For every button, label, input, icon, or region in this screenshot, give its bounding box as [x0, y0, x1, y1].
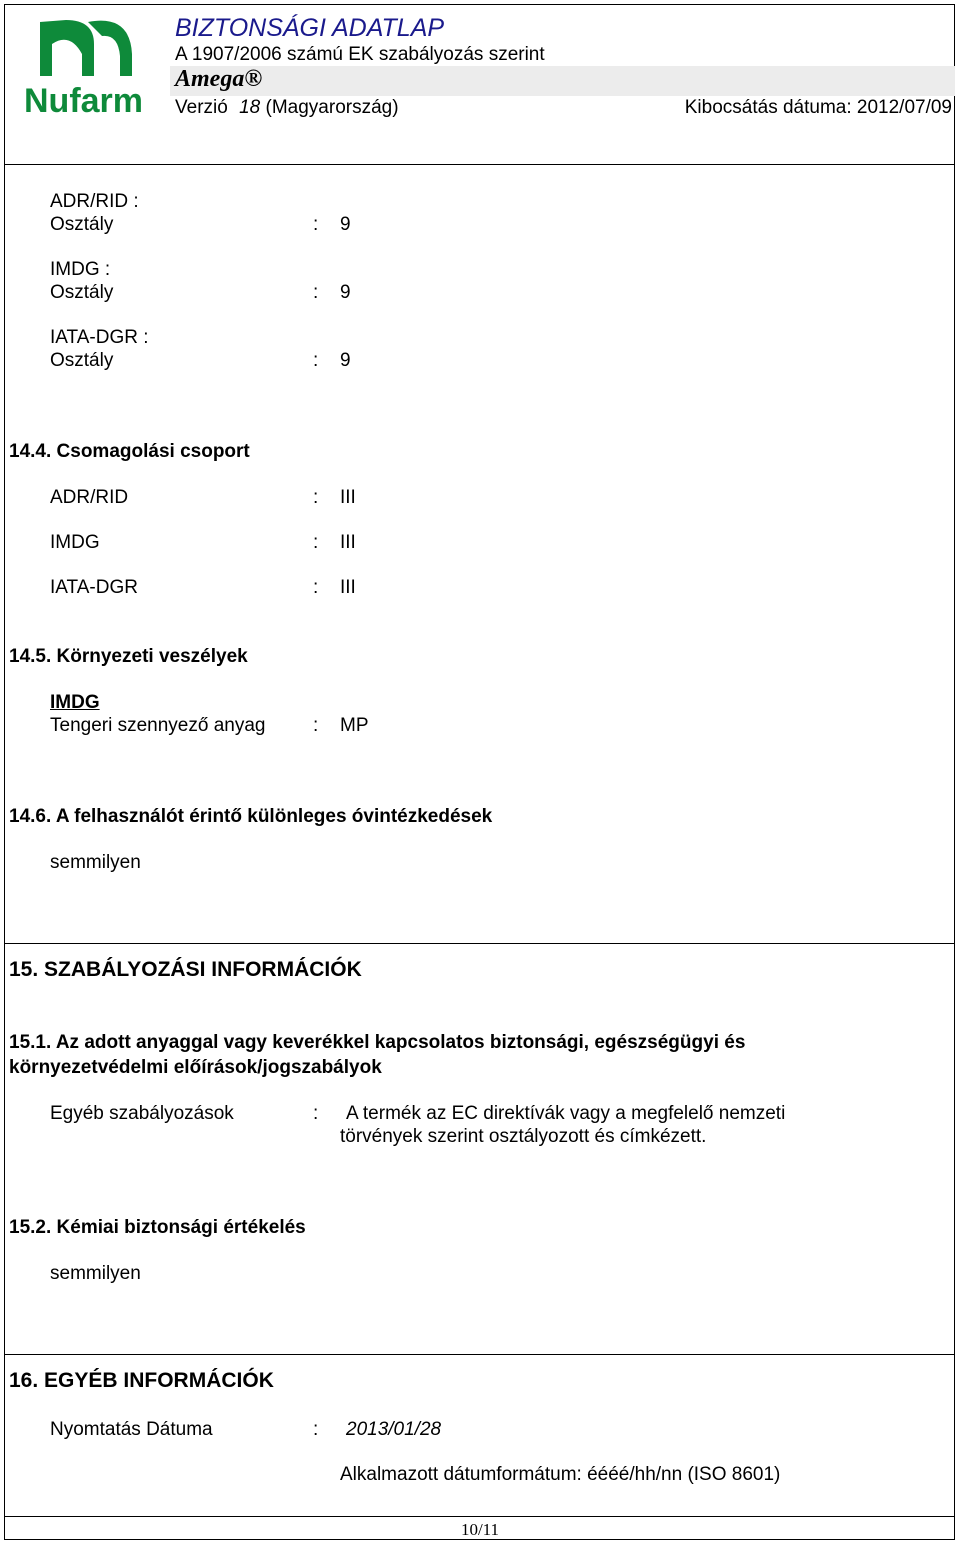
- section-15-2-text: semmilyen: [50, 1263, 141, 1284]
- packing-iata-value: III: [340, 577, 356, 598]
- other-regulations-value-line1: A termék az EC direktívák vagy a megfelelő nemzeti: [346, 1103, 786, 1124]
- section-14-5-title: 14.5. Környezeti veszélyek: [9, 646, 248, 667]
- footer-divider: [4, 1516, 955, 1517]
- class-adr-value: 9: [340, 214, 351, 235]
- class-adr-colon: :: [313, 214, 319, 235]
- print-date-colon: :: [313, 1419, 319, 1440]
- version-label: Verzió: [175, 97, 228, 118]
- version-value: 18: [239, 97, 261, 118]
- section-15-2-title: 15.2. Kémiai biztonsági értékelés: [9, 1217, 306, 1238]
- class-imdg-label: Osztály: [50, 282, 114, 303]
- nufarm-logo: [22, 14, 152, 118]
- class-iata-colon: :: [313, 350, 319, 371]
- other-regulations-value-line2: törvények szerint osztályozott és címkézett.: [340, 1126, 707, 1147]
- section-16-title: 16. EGYÉB INFORMÁCIÓK: [9, 1369, 274, 1392]
- page-frame: [4, 4, 955, 1540]
- class-imdg-colon: :: [313, 282, 319, 303]
- date-format-note: Alkalmazott dátumformátum: éééé/hh/nn (ISO 8601): [340, 1464, 781, 1485]
- packing-imdg-value: III: [340, 532, 356, 553]
- packing-imdg-colon: :: [313, 532, 319, 553]
- class-iata-value: 9: [340, 350, 351, 371]
- marine-pollutant-colon: :: [313, 715, 319, 736]
- class-adr-label: Osztály: [50, 214, 114, 235]
- print-date-label: Nyomtatás Dátuma: [50, 1419, 213, 1440]
- section-15-1-title-line2: környezetvédelmi előírások/jogszabályok: [9, 1057, 382, 1078]
- packing-iata-colon: :: [313, 577, 319, 598]
- document-subtitle: A 1907/2006 számú EK szabályozás szerint: [175, 44, 545, 65]
- section-14-6-text: semmilyen: [50, 852, 141, 873]
- section-15-divider: [4, 943, 955, 944]
- class-adr-heading: ADR/RID :: [50, 191, 139, 212]
- class-iata-heading: IATA-DGR :: [50, 327, 149, 348]
- version-country: (Magyarország): [265, 97, 399, 118]
- class-imdg-heading: IMDG :: [50, 259, 111, 280]
- packing-imdg-label: IMDG: [50, 532, 100, 553]
- product-name: Amega®: [175, 66, 263, 92]
- product-bar: [170, 66, 955, 96]
- other-regulations-colon: :: [313, 1103, 319, 1124]
- marine-pollutant-label: Tengeri szennyező anyag: [50, 715, 266, 736]
- page-number: 10/11: [460, 1520, 500, 1539]
- class-imdg-value: 9: [340, 282, 351, 303]
- marine-pollutant-value: MP: [340, 715, 369, 736]
- version-line: [175, 97, 399, 119]
- env-imdg-subheading: IMDG: [50, 692, 100, 713]
- section-15-title: 15. SZABÁLYOZÁSI INFORMÁCIÓK: [9, 958, 362, 981]
- section-14-6-title: 14.6. A felhasználót érintő különleges óvintézkedések: [9, 806, 493, 827]
- header-divider: [4, 164, 955, 165]
- packing-iata-label: IATA-DGR: [50, 577, 138, 598]
- section-15-1-title-line1: 15.1. Az adott anyaggal vagy keverékkel kapcsolatos biztonsági, egészségügyi és: [9, 1032, 746, 1053]
- issue-date: Kibocsátás dátuma: 2012/07/09: [684, 97, 952, 118]
- section-14-4-title: 14.4. Csomagolási csoport: [9, 441, 250, 462]
- svg-text:Nufarm: Nufarm: [24, 82, 144, 118]
- packing-adr-value: III: [340, 487, 356, 508]
- class-iata-label: Osztály: [50, 350, 114, 371]
- section-16-divider: [4, 1354, 955, 1355]
- packing-adr-colon: :: [313, 487, 319, 508]
- print-date-value: 2013/01/28: [346, 1419, 442, 1440]
- document-title: BIZTONSÁGI ADATLAP: [175, 14, 445, 42]
- packing-adr-label: ADR/RID: [50, 487, 129, 508]
- other-regulations-label: Egyéb szabályozások: [50, 1103, 234, 1124]
